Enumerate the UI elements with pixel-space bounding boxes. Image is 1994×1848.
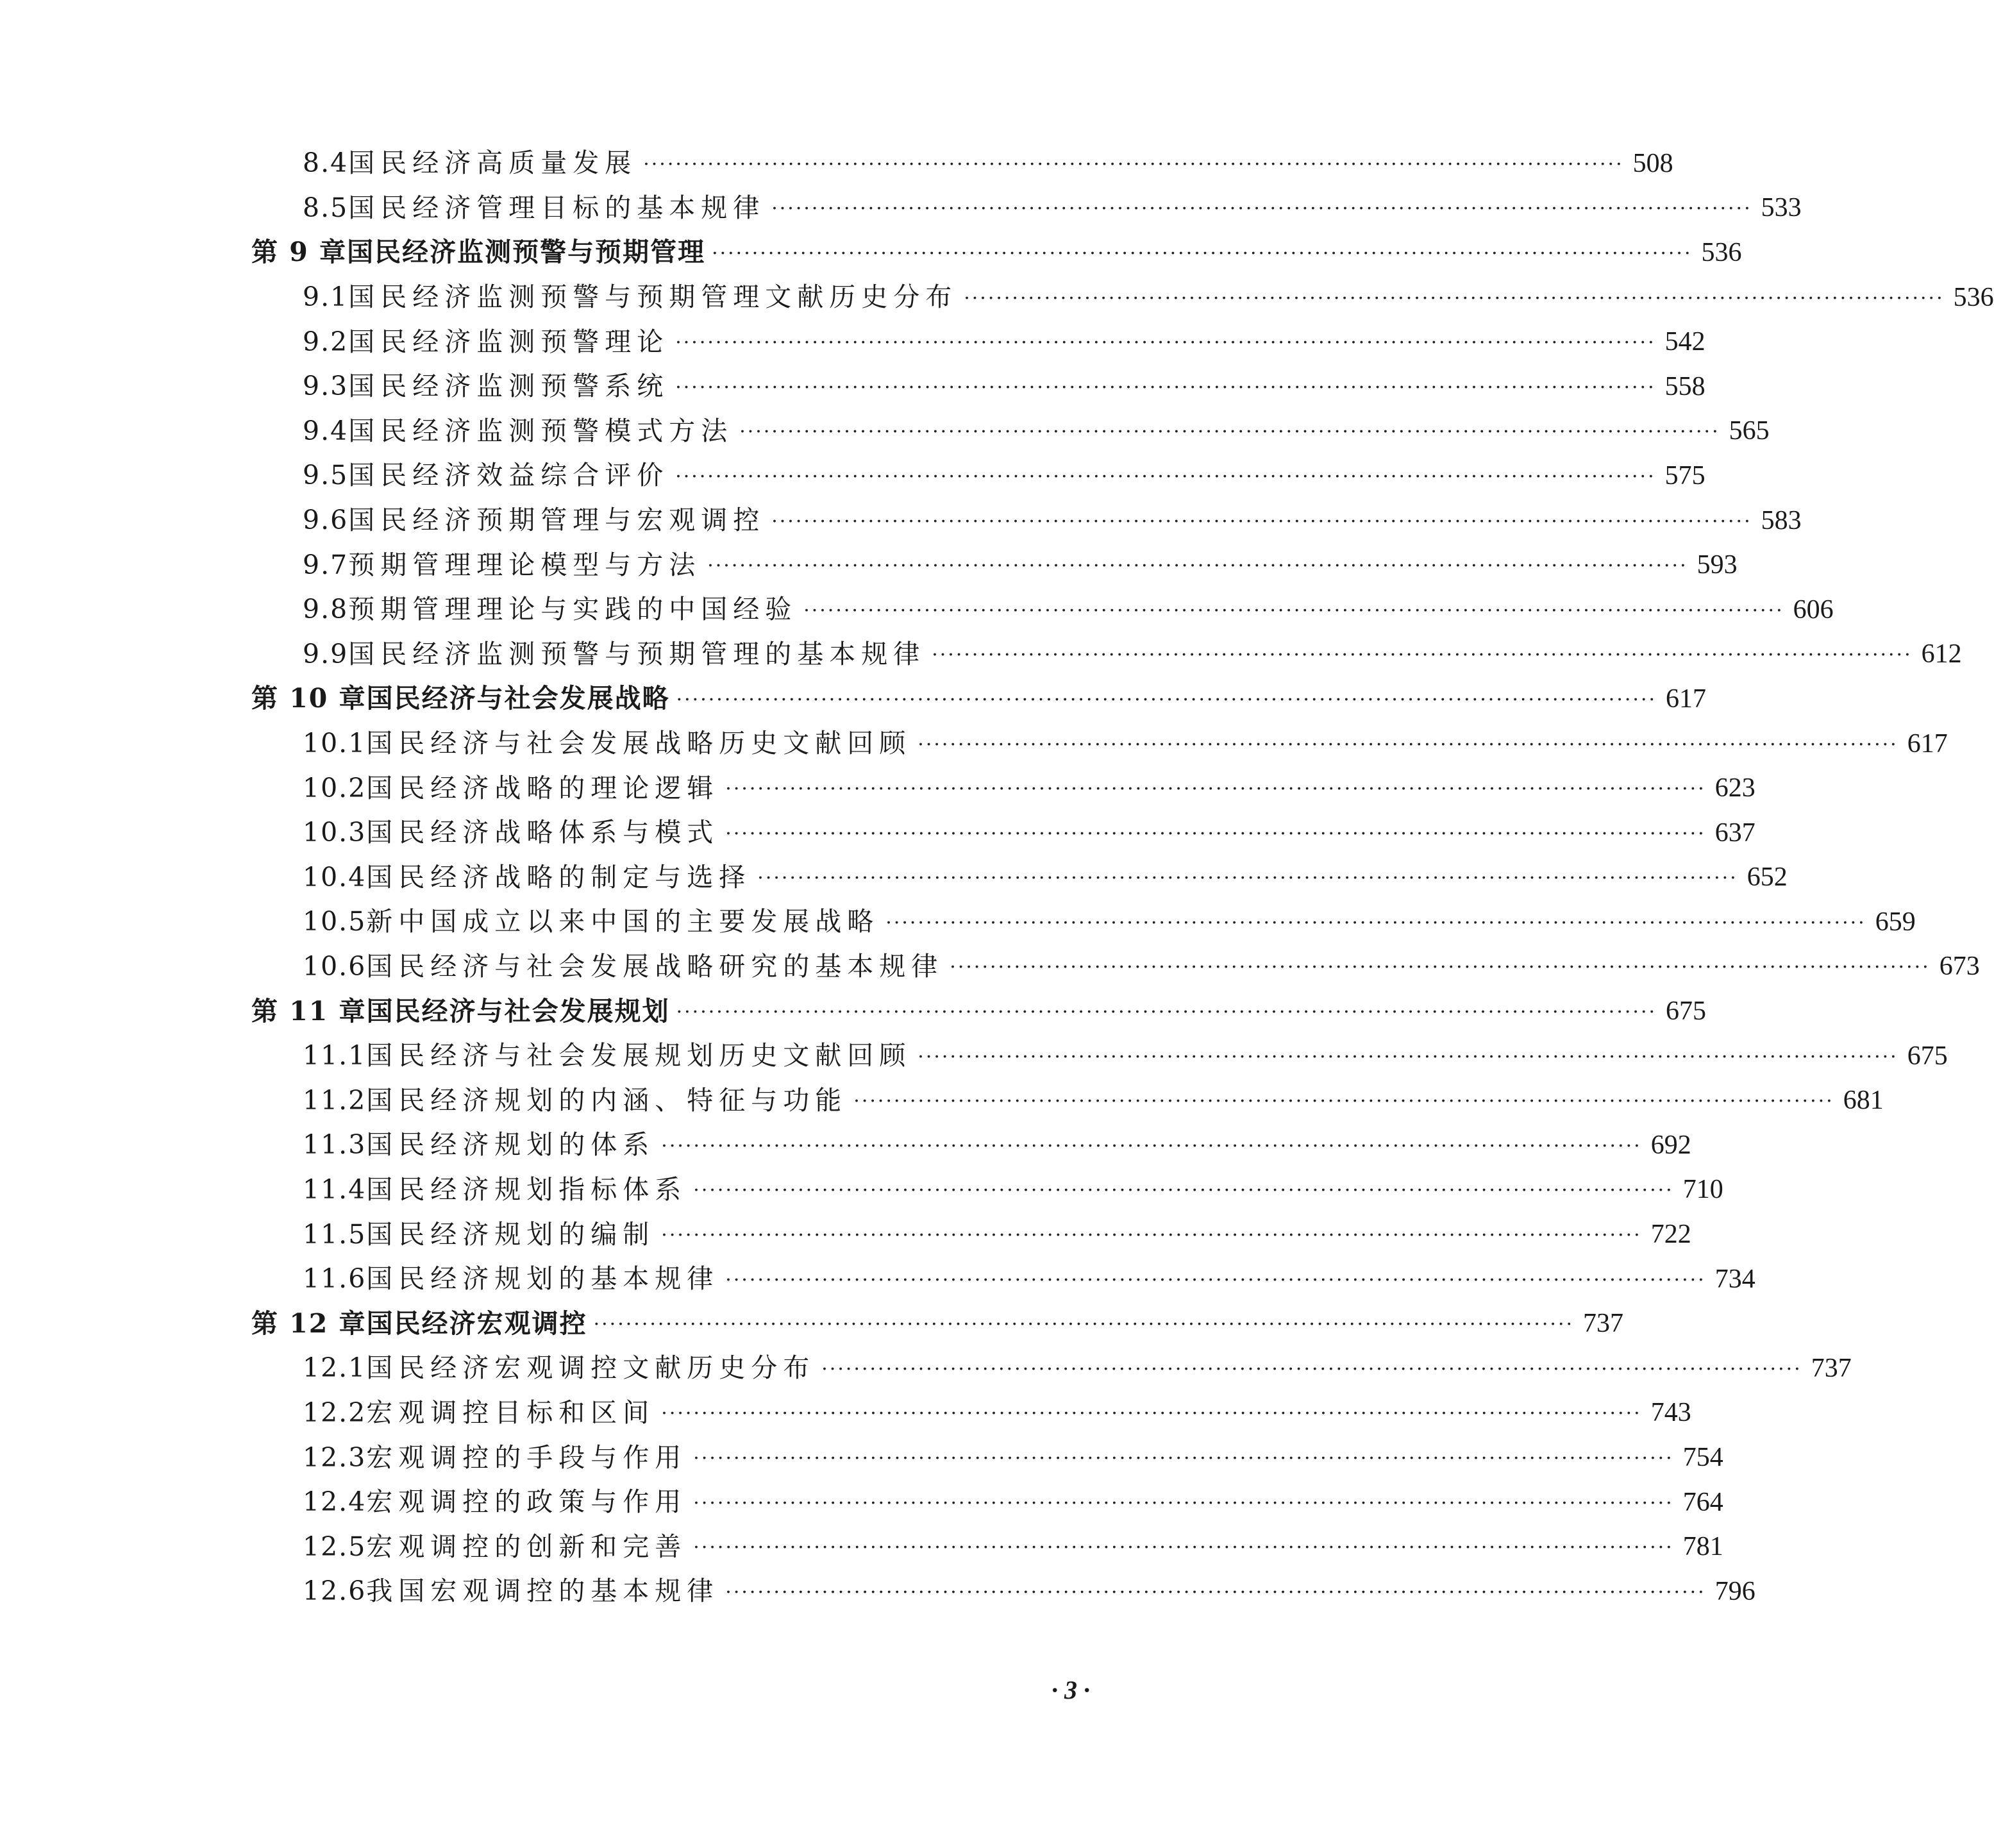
toc-entry-number: 第 12 章 (251, 1307, 367, 1339)
toc-entry-number: 9.5 (303, 460, 349, 491)
toc-entry-page: 737 (1583, 1309, 1624, 1339)
toc-section-entry[interactable] (0, 275, 1994, 320)
toc-entry-title: 宏观调控的手段与作用 (366, 1441, 687, 1473)
toc-entry-number: 9.1 (303, 281, 349, 313)
toc-entry-page: 673 (1939, 952, 1980, 982)
toc-section-entry[interactable] (0, 364, 1705, 409)
toc-entry-number: 第 9 章 (251, 237, 348, 268)
toc-entry-page: 575 (1664, 460, 1705, 491)
toc-entry-page: 734 (1714, 1264, 1755, 1294)
toc-entry-title: 国民经济规划的编制 (366, 1218, 655, 1250)
toc-section-entry[interactable] (0, 900, 1916, 945)
toc-entry-number: 9.7 (303, 549, 349, 580)
toc-entry-title: 国民经济预期管理与宏观调控 (348, 505, 766, 536)
toc-entry-page: 781 (1682, 1532, 1723, 1562)
toc-entry-title: 新中国成立以来中国的主要发展战略 (366, 906, 880, 937)
toc-leader-dots: ·························································································································· (661, 1402, 1642, 1425)
toc-entry-page: 722 (1650, 1220, 1691, 1250)
toc-section-entry[interactable] (0, 498, 1802, 543)
toc-entry-number: 11.2 (303, 1084, 367, 1116)
toc-entry-number: 12.4 (303, 1486, 367, 1518)
toc-entry-number: 12.2 (303, 1397, 367, 1428)
toc-entry-title: 国民经济监测预警理论 (348, 326, 669, 357)
toc-entry-title: 国民经济监测预警模式方法 (348, 415, 733, 446)
toc-leader-dots: ·························································································································· (693, 1447, 1674, 1470)
toc-leader-dots: ·························································································································· (693, 1536, 1674, 1559)
toc-leader-dots: ·························································································································· (932, 644, 1913, 667)
toc-entry-number: 11.5 (303, 1218, 367, 1250)
toc-entry-number: 9.6 (303, 505, 349, 536)
toc-section-entry[interactable] (0, 453, 1705, 498)
toc-section-entry[interactable] (0, 141, 1673, 186)
toc-entry-number: 12.5 (303, 1531, 367, 1562)
toc-entry-number: 9.9 (303, 638, 349, 669)
toc-entry-title: 预期管理理论与实践的中国经验 (348, 594, 798, 625)
toc-leader-dots: ·························································································································· (739, 421, 1720, 444)
toc-entry-title: 国民经济与社会发展战略历史文献回顾 (366, 728, 912, 759)
toc-leader-dots: ·························································································································· (725, 1581, 1706, 1604)
toc-entry-title: 国民经济监测预警与预期管理文献历史分布 (348, 281, 958, 313)
toc-section-entry[interactable] (0, 855, 1788, 900)
toc-leader-dots: ·························································································································· (643, 153, 1624, 176)
toc-section-entry[interactable] (0, 632, 1962, 677)
toc-section-entry[interactable] (0, 1168, 1723, 1213)
toc-leader-dots: ·························································································································· (661, 1224, 1642, 1247)
toc-leader-dots: ·························································································································· (917, 1045, 1898, 1068)
toc-entry-page: 692 (1650, 1130, 1691, 1160)
toc-entry-number: 10.6 (303, 950, 367, 982)
toc-entry-number: 12.3 (303, 1441, 367, 1473)
toc-entry-number: 8.4 (303, 147, 349, 179)
toc-entry-title: 国民经济监测预警与预期管理 (347, 237, 706, 268)
toc-entry-number: 第 10 章 (251, 683, 367, 714)
toc-entry-title: 国民经济宏观调控文献历史分布 (366, 1352, 816, 1384)
toc-leader-dots: ·························································································································· (757, 867, 1738, 890)
toc-leader-dots: ·························································································································· (676, 1001, 1657, 1024)
toc-entry-number: 9.4 (303, 415, 349, 446)
toc-section-entry[interactable] (0, 1123, 1691, 1168)
toc-entry-page: 558 (1664, 371, 1705, 401)
toc-entry-page: 737 (1811, 1353, 1852, 1383)
toc-entry-page: 583 (1761, 505, 1802, 535)
toc-entry-number: 11.1 (303, 1040, 367, 1071)
toc-entry-title: 国民经济规划指标体系 (366, 1173, 687, 1205)
toc-entry-title: 国民经济与社会发展规划 (366, 995, 670, 1027)
toc-entry-title: 国民经济战略体系与模式 (366, 817, 719, 848)
toc-leader-dots: ·························································································································· (725, 778, 1706, 801)
toc-entry-page: 617 (1666, 684, 1707, 714)
toc-entry-title: 国民经济与社会发展规划历史文献回顾 (366, 1040, 912, 1071)
toc-leader-dots: ·························································································································· (675, 465, 1656, 488)
toc-entry-title: 宏观调控目标和区间 (366, 1397, 655, 1428)
toc-section-entry[interactable] (0, 1435, 1723, 1480)
toc-chapter-entry[interactable] (0, 1301, 1624, 1346)
toc-leader-dots: ·························································································································· (593, 1313, 1575, 1336)
toc-section-entry[interactable] (0, 587, 1834, 632)
toc-entry-page: 675 (1666, 996, 1707, 1027)
toc-entry-title: 国民经济规划的内涵、特征与功能 (366, 1084, 848, 1116)
toc-section-entry[interactable] (0, 1346, 1852, 1391)
toc-section-entry[interactable] (0, 1524, 1723, 1569)
toc-entry-page: 710 (1682, 1175, 1723, 1205)
toc-entry-number: 第 11 章 (251, 995, 367, 1027)
toc-leader-dots: ·························································································································· (771, 197, 1752, 221)
toc-entry-page: 754 (1682, 1443, 1723, 1473)
toc-section-entry[interactable] (0, 1257, 1755, 1302)
toc-chapter-entry[interactable] (0, 230, 1742, 275)
toc-entry-page: 606 (1793, 594, 1834, 625)
toc-leader-dots: ·························································································································· (725, 822, 1706, 845)
toc-entry-number: 9.8 (303, 594, 349, 625)
toc-entry-page: 652 (1747, 862, 1788, 893)
toc-entry-title: 国民经济监测预警与预期管理的基本规律 (348, 638, 926, 669)
toc-section-entry[interactable] (0, 945, 1980, 989)
toc-entry-number: 11.6 (303, 1263, 367, 1295)
toc-leader-dots: ·························································································································· (693, 1179, 1674, 1202)
toc-section-entry[interactable] (0, 721, 1948, 766)
toc-leader-dots: ·························································································································· (661, 1134, 1642, 1157)
toc-entry-title: 国民经济高质量发展 (348, 147, 637, 179)
toc-entry-number: 9.3 (303, 371, 349, 402)
toc-entry-title: 国民经济与社会发展战略研究的基本规律 (366, 950, 944, 982)
page-number: · 3 · (1051, 1676, 1090, 1704)
toc-leader-dots: ·························································································································· (676, 688, 1657, 711)
toc-entry-number: 11.4 (303, 1173, 367, 1205)
toc-entry-number: 10.4 (303, 861, 367, 893)
toc-entry-page: 533 (1761, 193, 1802, 223)
toc-leader-dots: ·························································································································· (725, 1268, 1706, 1291)
toc-entry-page: 659 (1875, 907, 1916, 937)
toc-chapter-entry[interactable] (0, 676, 1707, 721)
toc-entry-number: 10.2 (303, 772, 367, 803)
toc-entry-page: 536 (1701, 237, 1742, 267)
toc-entry-title: 宏观调控的政策与作用 (366, 1486, 687, 1518)
toc-leader-dots: ·························································································································· (771, 510, 1752, 533)
toc-entry-number: 11.3 (303, 1129, 367, 1161)
toc-entry-number: 9.2 (303, 326, 349, 357)
toc-entry-page: 675 (1907, 1041, 1948, 1071)
toc-leader-dots: ·························································································································· (803, 599, 1784, 622)
toc-leader-dots: ·························································································································· (853, 1090, 1834, 1113)
toc-leader-dots: ·························································································································· (707, 555, 1688, 578)
toc-entry-page: 764 (1682, 1487, 1723, 1517)
toc-section-entry[interactable] (0, 1480, 1723, 1525)
toc-entry-page: 796 (1714, 1576, 1755, 1606)
toc-leader-dots: ·························································································································· (675, 332, 1656, 355)
toc-leader-dots: ·························································································································· (821, 1357, 1802, 1381)
toc-entry-page: 681 (1843, 1086, 1884, 1116)
toc-entry-title: 宏观调控的创新和完善 (366, 1531, 687, 1562)
toc-entry-number: 10.1 (303, 728, 367, 759)
toc-entry-number: 8.5 (303, 192, 349, 223)
table-of-contents (0, 141, 1994, 1614)
toc-entry-title: 国民经济管理目标的基本规律 (348, 192, 766, 223)
toc-entry-title: 国民经济规划的基本规律 (366, 1263, 719, 1295)
toc-entry-number: 12.6 (303, 1575, 367, 1607)
toc-entry-number: 10.3 (303, 817, 367, 848)
toc-entry-page: 623 (1714, 773, 1755, 803)
toc-entry-title: 国民经济监测预警系统 (348, 371, 669, 402)
toc-section-entry[interactable] (0, 1212, 1691, 1257)
toc-entry-title: 国民经济战略的理论逻辑 (366, 772, 719, 803)
toc-leader-dots: ·························································································································· (693, 1491, 1674, 1515)
toc-section-entry[interactable] (0, 766, 1755, 811)
toc-leader-dots: ·························································································································· (950, 956, 1931, 979)
toc-entry-number: 10.5 (303, 906, 367, 937)
toc-leader-dots: ·························································································································· (885, 911, 1866, 934)
toc-section-entry[interactable] (0, 319, 1705, 364)
toc-leader-dots: ·························································································································· (964, 287, 1945, 310)
toc-entry-page: 565 (1729, 416, 1770, 446)
toc-section-entry[interactable] (0, 1034, 1948, 1079)
toc-entry-page: 637 (1714, 818, 1755, 848)
toc-section-entry[interactable] (0, 1391, 1691, 1436)
toc-entry-page: 743 (1650, 1398, 1691, 1428)
toc-entry-page: 612 (1921, 639, 1962, 669)
toc-leader-dots: ·························································································································· (675, 376, 1656, 399)
toc-entry-page: 508 (1632, 148, 1673, 178)
toc-section-entry[interactable] (0, 409, 1770, 454)
toc-entry-title: 国民经济效益综合评价 (348, 460, 669, 491)
toc-section-entry[interactable] (0, 186, 1802, 231)
toc-chapter-entry[interactable] (0, 989, 1707, 1034)
toc-entry-title: 预期管理理论模型与方法 (348, 549, 701, 580)
toc-entry-title: 国民经济与社会发展战略 (366, 683, 670, 714)
toc-section-entry[interactable] (0, 811, 1755, 855)
toc-leader-dots: ·························································································································· (917, 733, 1898, 756)
toc-entry-title: 国民经济战略的制定与选择 (366, 861, 751, 893)
toc-section-entry[interactable] (0, 1078, 1884, 1123)
toc-entry-page: 536 (1953, 282, 1994, 312)
toc-entry-page: 617 (1907, 728, 1948, 759)
toc-entry-number: 12.1 (303, 1352, 367, 1384)
toc-leader-dots: ·························································································································· (712, 242, 1693, 265)
toc-entry-page: 542 (1664, 327, 1705, 357)
toc-entry-page: 593 (1697, 550, 1738, 580)
toc-entry-title: 国民经济规划的体系 (366, 1129, 655, 1161)
toc-section-entry[interactable] (0, 1569, 1755, 1614)
toc-section-entry[interactable] (0, 542, 1738, 587)
toc-entry-title: 我国宏观调控的基本规律 (366, 1575, 719, 1607)
toc-entry-title: 国民经济宏观调控 (366, 1307, 587, 1339)
